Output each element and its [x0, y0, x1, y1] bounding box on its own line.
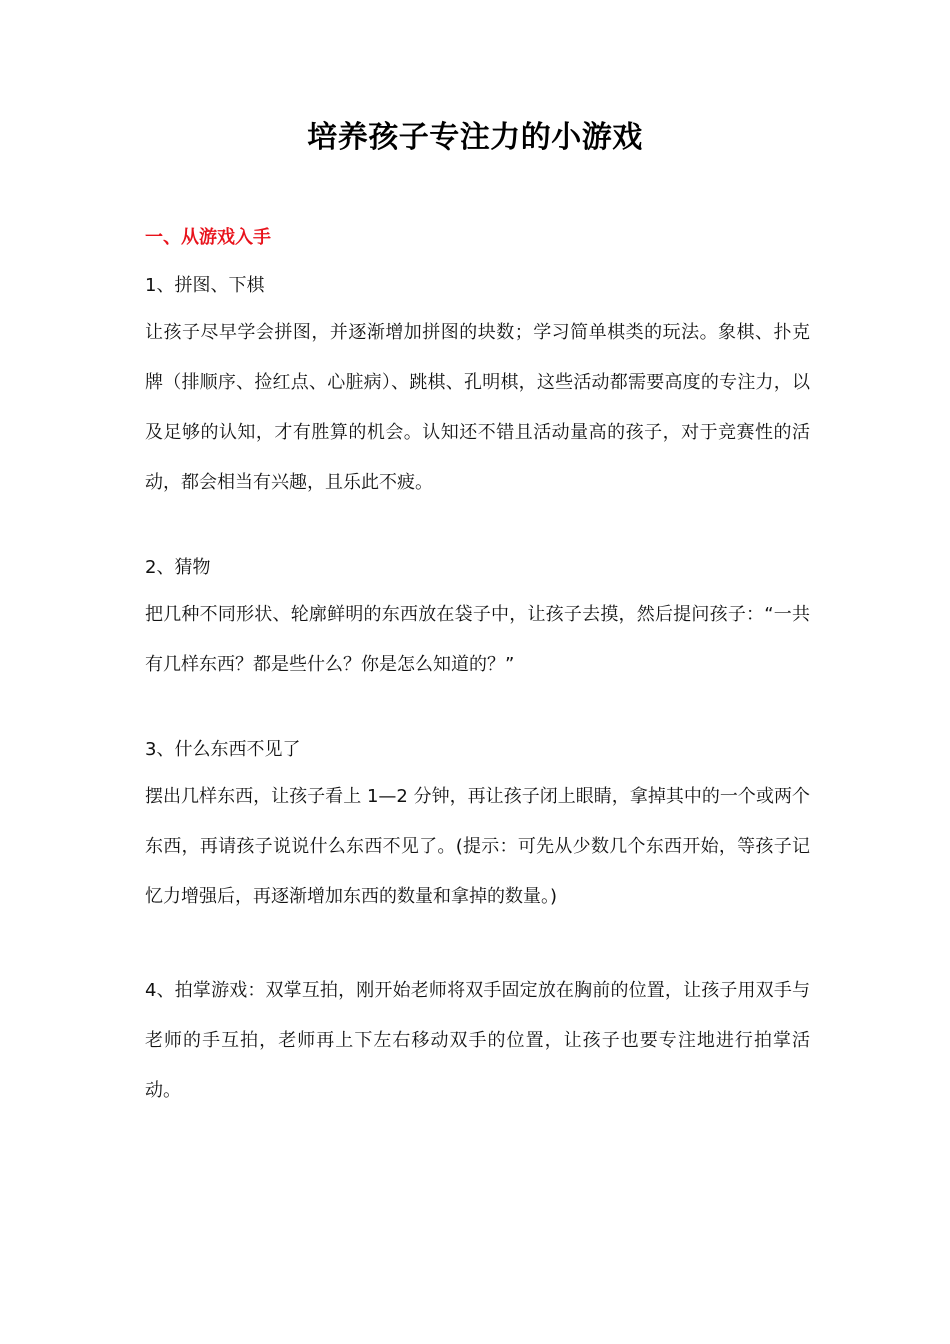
spacer [145, 922, 810, 966]
section-heading: 一、从游戏入手 [145, 227, 271, 248]
item-heading-1: 1、拼图、下棋 [145, 275, 265, 296]
item-body-2: 把几种不同形状、轮廓鲜明的东西放在袋子中，让孩子去摸，然后提问孩子：“一共有几样东西？都是些什么？你是怎么知道的？” [145, 604, 810, 675]
item-heading-3: 3、什么东西不见了 [145, 739, 301, 760]
item-heading-2: 2、猜物 [145, 557, 211, 578]
spacer [145, 508, 810, 552]
document-body [145, 222, 810, 1116]
page-title: 培养孩子专注力的小游戏 [307, 120, 643, 155]
item-body-3: 摆出几样东西，让孩子看上 1—2 分钟，再让孩子闭上眼睛，拿掉其中的一个或两个东西，再请孩子说说什么东西不见了。(提示：可先从少数几个东西开始，等孩子记忆力增强后，再逐渐增加东西的数量和拿掉的数量。) [145, 786, 810, 907]
item-body-4: 4、拍掌游戏：双掌互拍，刚开始老师将双手固定放在胸前的位置，让孩子用双手与老师的手互拍，老师再上下左右移动双手的位置，让孩子也要专注地进行拍掌活动。 [145, 980, 810, 1101]
spacer [145, 690, 810, 734]
item-body-1: 让孩子尽早学会拼图，并逐渐增加拼图的块数；学习简单棋类的玩法。象棋、扑克牌（排顺序、捡红点、心脏病）、跳棋、孔明棋，这些活动都需要高度的专注力，以及足够的认知，才有胜算的机会。认知还不错且活动量高的孩子，对于竞赛性的活动，都会相当有兴趣，且乐此不疲。 [145, 322, 810, 493]
